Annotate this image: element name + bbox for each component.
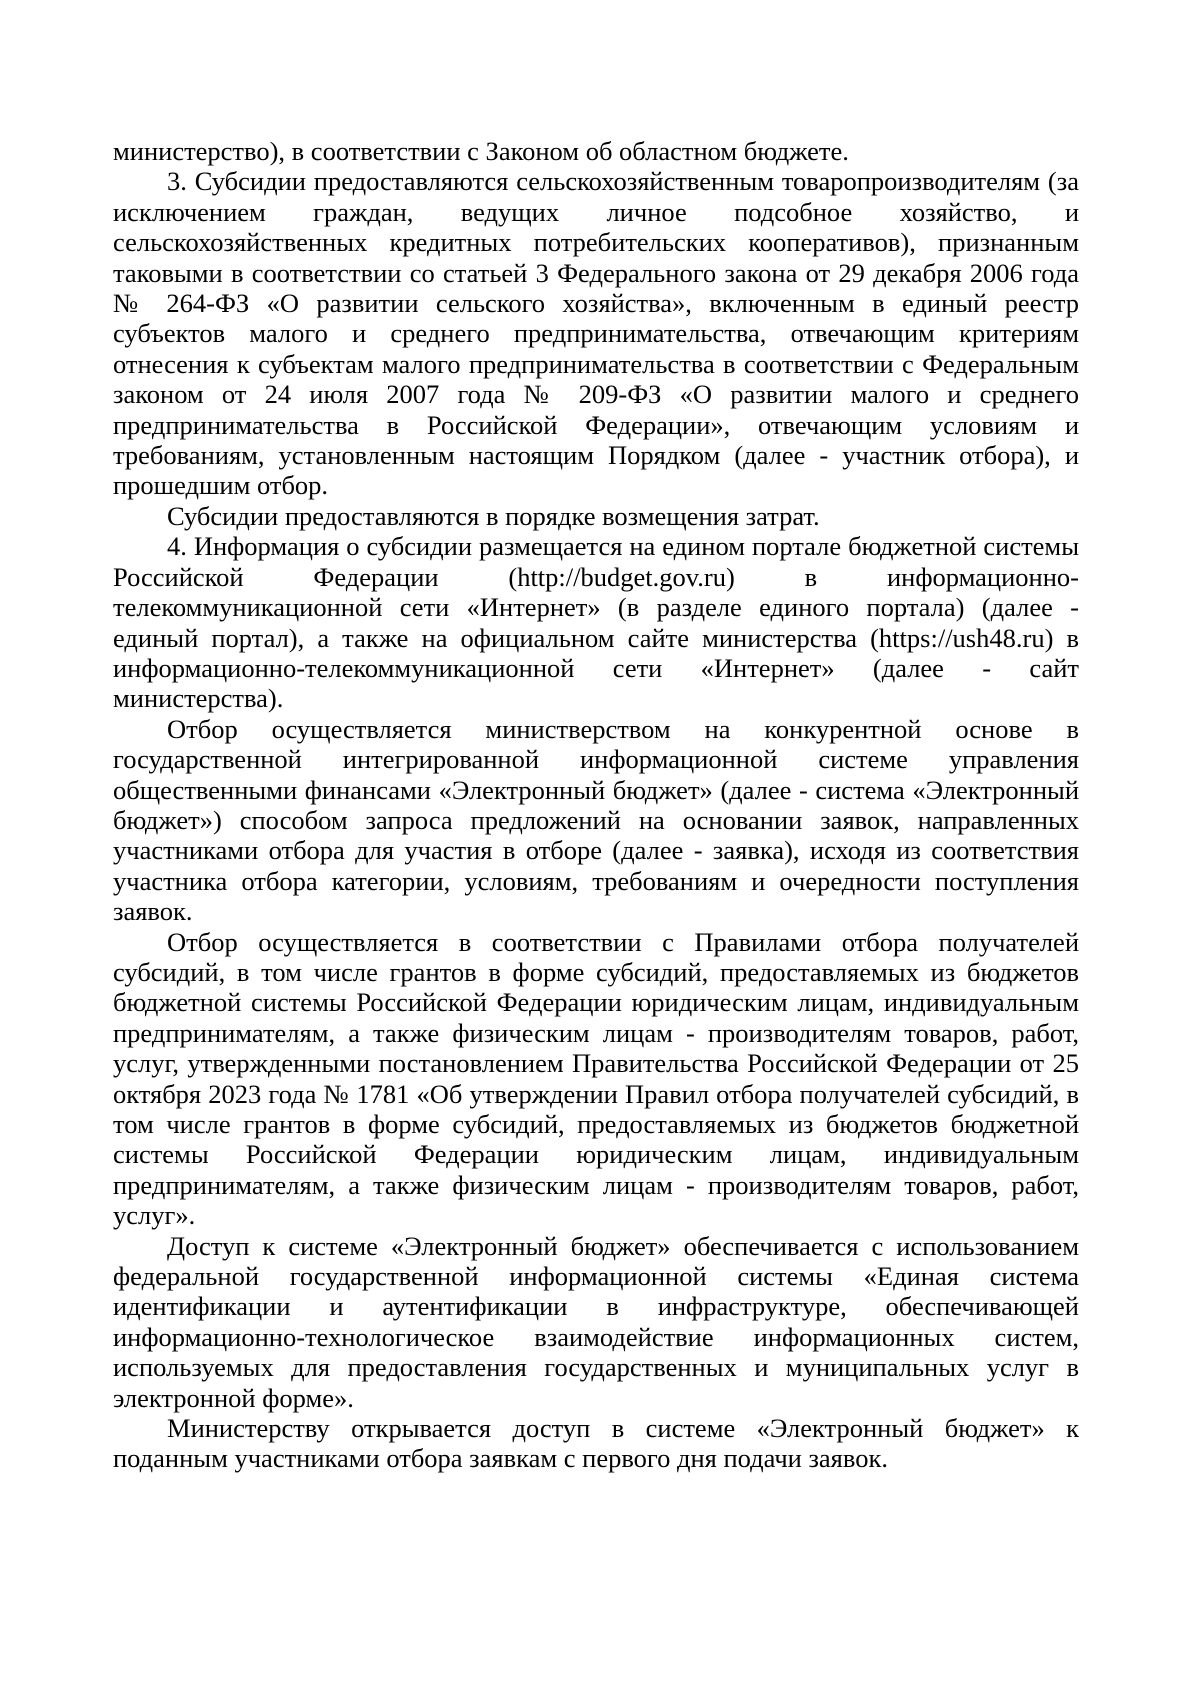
paragraph-selection-rules: Отбор осуществляется в соответствии с Правилами отбора получателей субсидий, в том числе грантов в форме субсидий, предоставляемых из бюджетов бюджетной системы Российской Федерации юридическим лицам, индивидуальным предпринимателям, а также физическим лицам - производителям товаров, работ, услуг, утвержденными постановлением Правительства Российской Федерации от 25 октября 2023 года № 1781 «Об утверждении Правил отбора получателей субсидий, в том числе грантов в форме субсидий, предоставляемых из бюджетов бюджетной системы Российской Федерации юридическим лицам, индивидуальным предпринимателям, а также физическим лицам - производителям товаров, работ, услуг». [113,926,1079,1231]
paragraph-reimbursement: Субсидии предоставляются в порядке возмещения затрат. [167,500,820,531]
paragraph-selection-competitive: Отбор осуществляется министверством на конкурентной основе в государственной интегрированной информационной системе управления общественными финансами «Электронный бюджет» (далее - система «Электронный бюджет») способом запроса предложений на основании заявок, направленных участниками отбора для участия в отборе (далее - заявка), исходя из соответствия участника отбора категории, условиям, требованиям и очередности поступления заявок. [113,713,1079,927]
paragraph-item-3: 3. Субсидии предоставляются сельскохозяйственным товаропроизводителям (за исключением граждан, ведущих личное подсобное хозяйство, и сельскохозяйственных кредитных потребительских кооперативов), признанным таковыми в соответствии со статьей 3 Федерального закона от 29 декабря 2006 года № 264-ФЗ «О развитии сельского хозяйства», включенным в единый реестр субъектов малого и среднего предпринимательства, отвечающим критериям отнесения к субъектам малого предпринимательства в соответствии с Федеральным законом от 24 июля 2007 года № 209-ФЗ «О развитии малого и среднего предпринимательства в Российской Федерации», отвечающим условиям и требованиям, установленным настоящим Порядком (далее - участник отбора), и прошедшим отбор. [113,166,1079,501]
document-page [113,136,1079,1474]
paragraph-access: Доступ к системе «Электронный бюджет» обеспечивается с использованием федеральной государственной информационной системы «Единая система идентификации и аутентификации в инфраструктуре, обеспечивающей информационно-технологическое взаимодействие информационных систем, используемых для предоставления государственных и муниципальных услуг в электронной форме». [113,1230,1079,1413]
paragraph-item-4: 4. Информация о субсидии размещается на едином портале бюджетной системы Российской Федерации (http://budget.gov.ru) в информационно-телекоммуникационной сети «Интернет» (в разделе единого портала) (далее - единый портал), а также на официальном сайте министерства (https://ush48.ru) в информационно-телекоммуникационной сети «Интернет» (далее - сайт министерства). [113,531,1079,714]
paragraph-continuation: министерство), в соответствии с Законом об областном бюджете. [113,136,849,166]
paragraph-ministry-access: Министерству открывается доступ в системе «Электронный бюджет» к поданным участниками отбора заявкам с первого дня подачи заявок. [113,1413,1079,1474]
